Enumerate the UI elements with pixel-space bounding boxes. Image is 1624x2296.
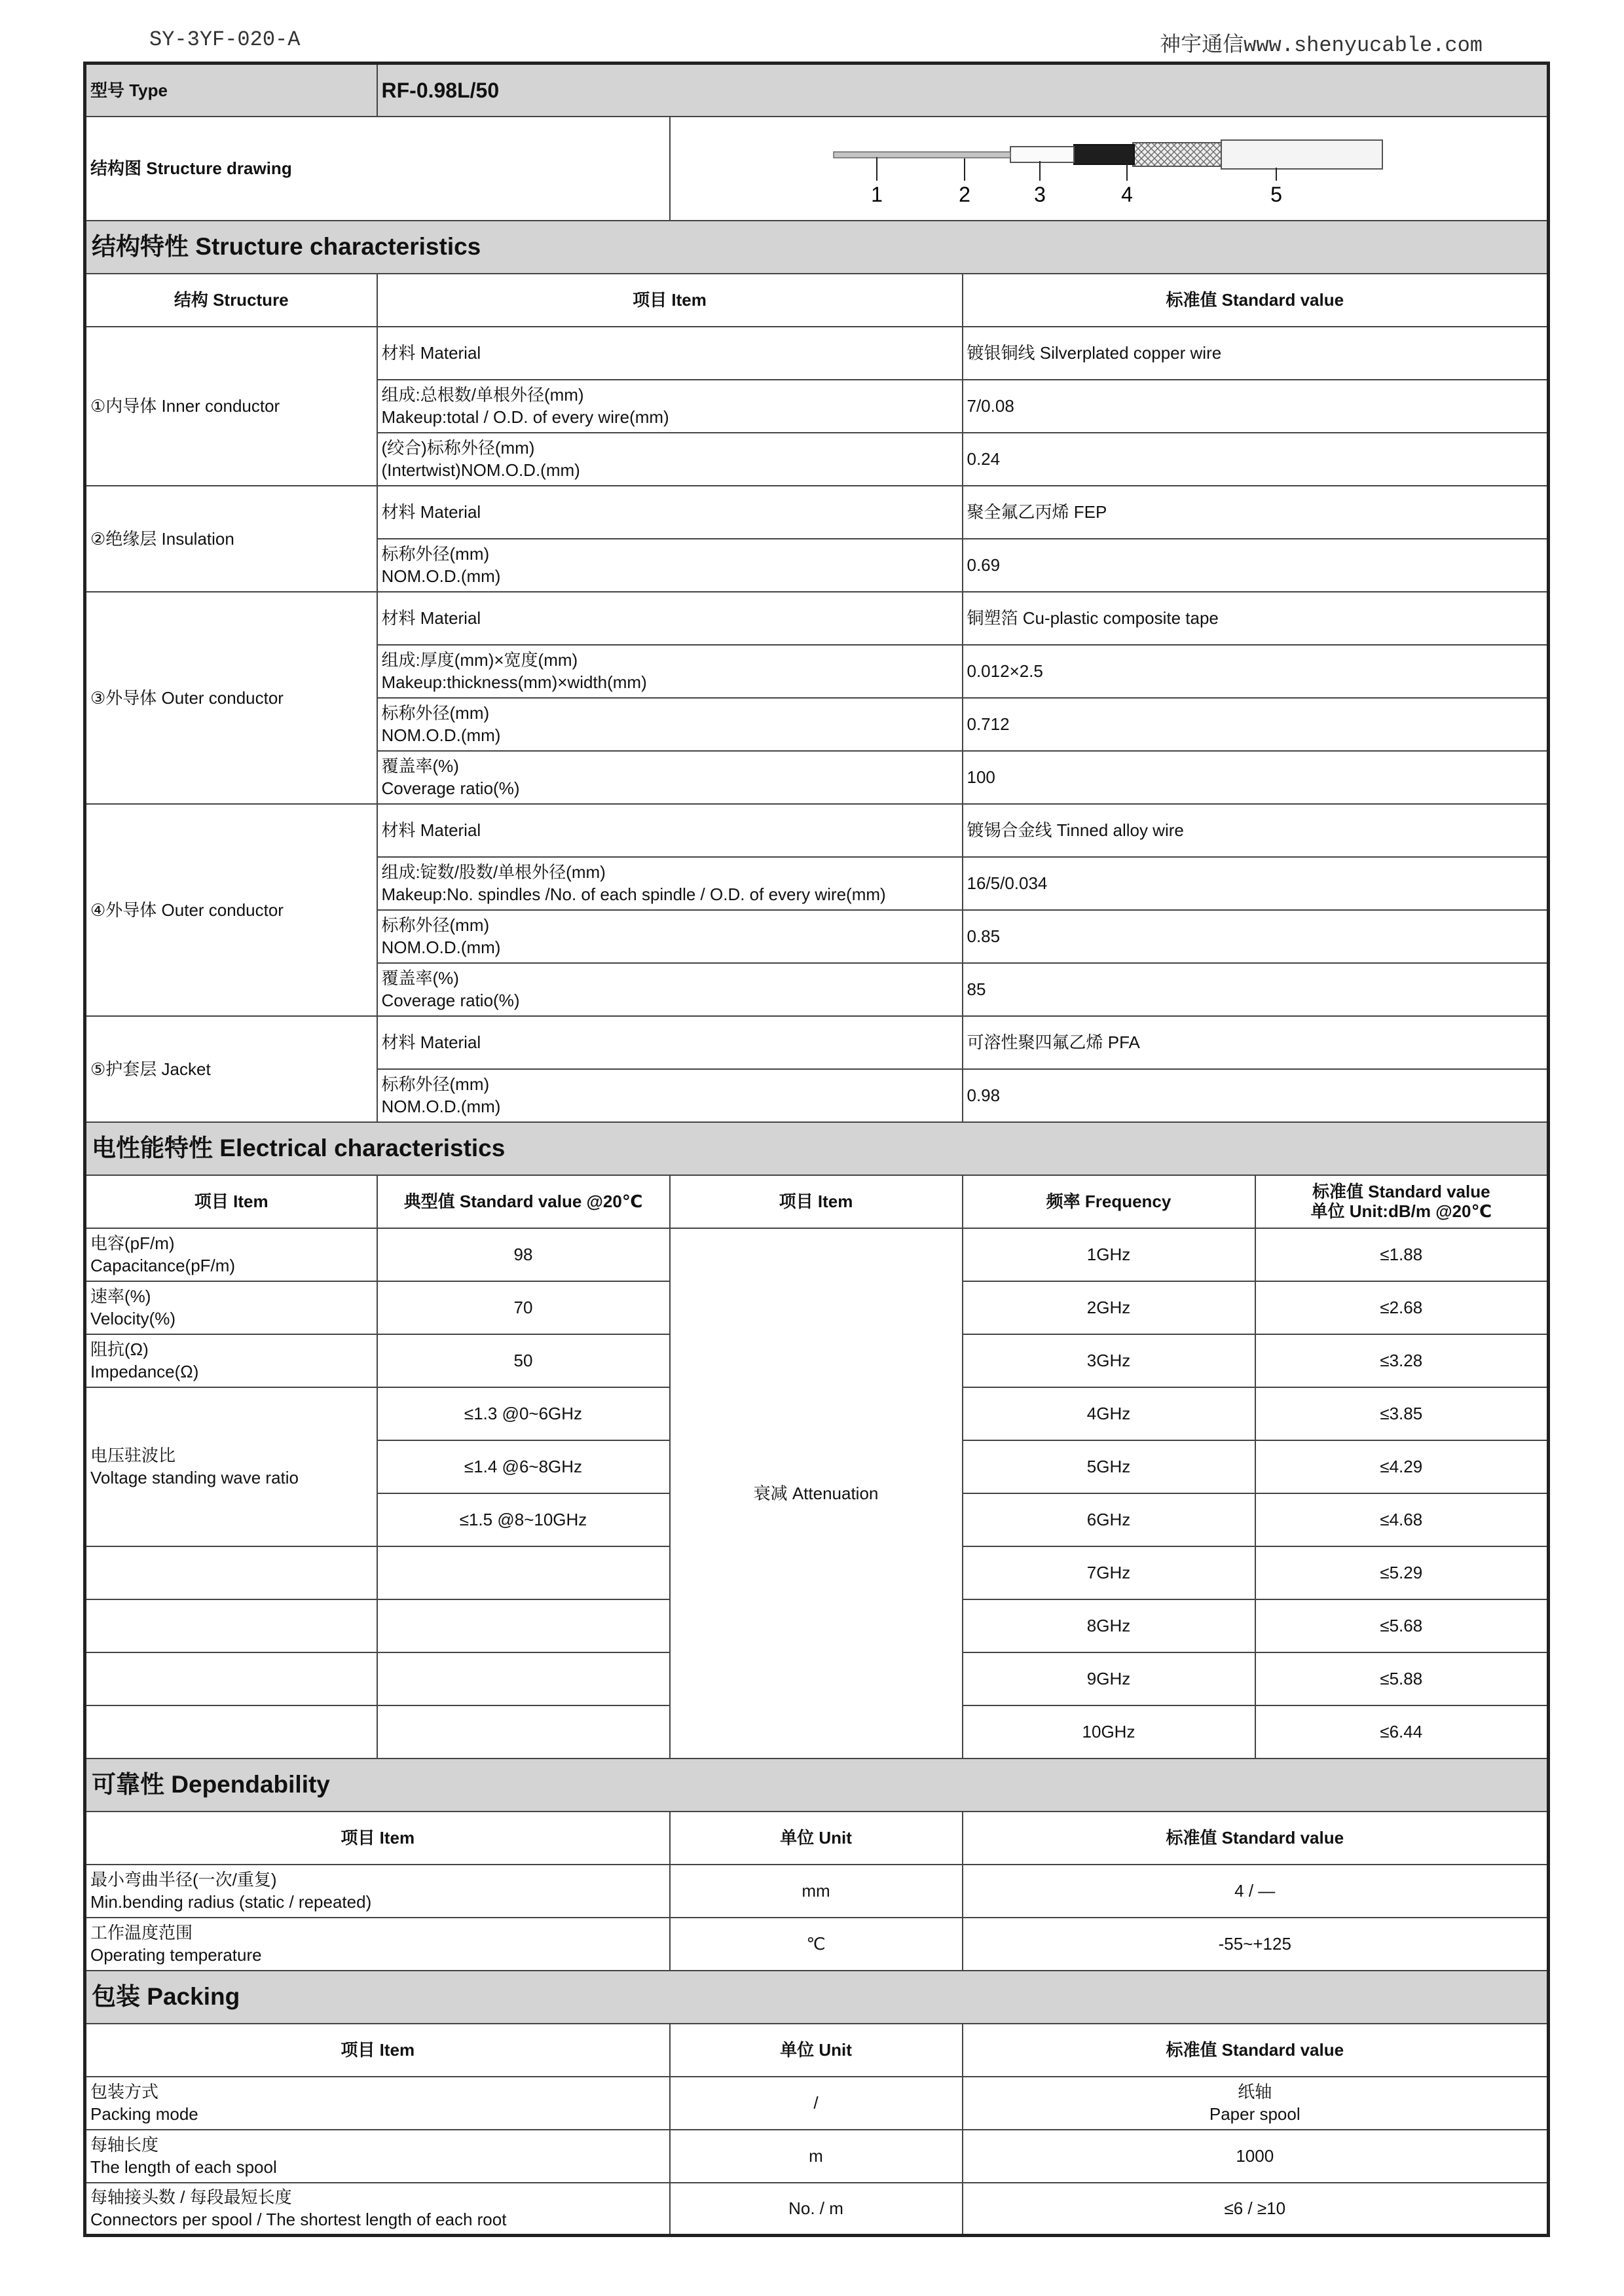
type-label: 型号 Type bbox=[85, 64, 377, 117]
packing-value-line: 1000 bbox=[1236, 2146, 1274, 2166]
structure-item-line: 标称外径(mm) bbox=[381, 915, 490, 935]
attenuation-label: 衰减 Attenuation bbox=[670, 1228, 963, 1758]
attenuation-value: ≤4.29 bbox=[1255, 1440, 1549, 1493]
structure-item bbox=[377, 857, 963, 910]
structure-item-line: (绞合)标称外径(mm) bbox=[381, 438, 535, 458]
packing-value-line: ≤6 / ≥10 bbox=[1224, 2198, 1286, 2219]
packing-item-line: Packing mode bbox=[90, 2104, 198, 2124]
column-header-structure: 结构 Structure bbox=[85, 274, 377, 327]
structure-row bbox=[85, 486, 1549, 539]
column-header-item: 项目 Item bbox=[670, 1175, 963, 1228]
electrical-item-line: 电容(pF/m) bbox=[90, 1233, 175, 1253]
electrical-item-line: Impedance(Ω) bbox=[90, 1362, 199, 1381]
structure-item bbox=[377, 592, 963, 645]
vswr-value: ≤1.3 @0~6GHz bbox=[377, 1387, 670, 1440]
structure-value: 16/5/0.034 bbox=[963, 857, 1549, 910]
attenuation-frequency: 9GHz bbox=[963, 1652, 1255, 1705]
structure-row bbox=[85, 1016, 1549, 1069]
structure-item-line: Makeup:thickness(mm)×width(mm) bbox=[381, 672, 647, 692]
dependability-item bbox=[85, 1865, 670, 1918]
packing-row bbox=[85, 2077, 1549, 2130]
attenuation-frequency: 6GHz bbox=[963, 1493, 1255, 1546]
braid-layer bbox=[1133, 143, 1221, 166]
structure-item-line: 组成:厚度(mm)×宽度(mm) bbox=[381, 650, 578, 670]
document-code: SY-3YF-020-A bbox=[149, 27, 301, 52]
column-header-item: 项目 Item bbox=[85, 1812, 670, 1865]
structure-section-row bbox=[85, 221, 1549, 274]
attenuation-value: ≤2.68 bbox=[1255, 1281, 1549, 1334]
vswr-value: ≤1.5 @8~10GHz bbox=[377, 1493, 670, 1546]
empty-cell bbox=[377, 1599, 670, 1652]
attenuation-frequency: 8GHz bbox=[963, 1599, 1255, 1652]
packing-item-line: 每轴长度 bbox=[90, 2135, 159, 2155]
structure-item-line: Makeup:total / O.D. of every wire(mm) bbox=[381, 407, 669, 427]
attenuation-value: ≤3.85 bbox=[1255, 1387, 1549, 1440]
structure-item bbox=[377, 645, 963, 698]
structure-value: 可溶性聚四氟乙烯 PFA bbox=[963, 1016, 1549, 1069]
column-header-standard-value: 标准值 Standard value bbox=[963, 1812, 1549, 1865]
attenuation-frequency: 7GHz bbox=[963, 1546, 1255, 1599]
empty-cell bbox=[85, 1705, 377, 1758]
structure-item-line: 覆盖率(%) bbox=[381, 756, 459, 776]
structure-item-line: (Intertwist)NOM.O.D.(mm) bbox=[381, 460, 580, 480]
empty-cell bbox=[377, 1546, 670, 1599]
structure-value: 铜塑箔 Cu-plastic composite tape bbox=[963, 592, 1549, 645]
structure-item bbox=[377, 380, 963, 433]
structure-group-name: ④外导体 Outer conductor bbox=[85, 804, 377, 1016]
column-header-item: 项目 Item bbox=[377, 274, 963, 327]
attenuation-value: ≤5.68 bbox=[1255, 1599, 1549, 1652]
structure-drawing-row bbox=[85, 117, 1549, 221]
attenuation-frequency: 10GHz bbox=[963, 1705, 1255, 1758]
packing-unit: No. / m bbox=[670, 2183, 963, 2236]
structure-section-title: 结构特性 Structure characteristics bbox=[85, 221, 1549, 274]
structure-item-line: NOM.O.D.(mm) bbox=[381, 1097, 501, 1116]
attenuation-frequency: 4GHz bbox=[963, 1387, 1255, 1440]
dependability-item-line: Min.bending radius (static / repeated) bbox=[90, 1892, 372, 1912]
structure-item bbox=[377, 1069, 963, 1122]
structure-item bbox=[377, 539, 963, 592]
dependability-row bbox=[85, 1918, 1549, 1971]
electrical-header-row bbox=[85, 1175, 1549, 1228]
header-line: 标准值 Standard value bbox=[1312, 1182, 1490, 1201]
callout-label-4: 4 bbox=[1120, 183, 1133, 206]
packing-unit: / bbox=[670, 2077, 963, 2130]
structure-value: 0.012×2.5 bbox=[963, 645, 1549, 698]
packing-standard-value bbox=[963, 2183, 1549, 2236]
callout-label-1: 1 bbox=[870, 183, 883, 206]
attenuation-value: ≤4.68 bbox=[1255, 1493, 1549, 1546]
structure-value: 7/0.08 bbox=[963, 380, 1549, 433]
jacket-layer bbox=[1221, 140, 1382, 169]
structure-item-line: 标称外径(mm) bbox=[381, 703, 490, 723]
packing-item-line: 包装方式 bbox=[90, 2082, 159, 2102]
inner-conductor bbox=[834, 152, 1010, 158]
packing-item-line: The length of each spool bbox=[90, 2157, 277, 2177]
electrical-item bbox=[85, 1334, 377, 1387]
dependability-value-line: 4 / — bbox=[1234, 1881, 1276, 1901]
dependability-unit: mm bbox=[670, 1865, 963, 1918]
structure-value: 聚全氟乙丙烯 FEP bbox=[963, 486, 1549, 539]
attenuation-frequency: 5GHz bbox=[963, 1440, 1255, 1493]
empty-cell bbox=[377, 1652, 670, 1705]
vswr-item-line: 电压驻波比 bbox=[90, 1446, 176, 1465]
packing-section-row bbox=[85, 1971, 1549, 2024]
structure-item-line: 标称外径(mm) bbox=[381, 1074, 490, 1094]
structure-item-line: 覆盖率(%) bbox=[381, 968, 459, 988]
packing-row bbox=[85, 2183, 1549, 2236]
packing-unit: m bbox=[670, 2130, 963, 2183]
packing-header-row bbox=[85, 2024, 1549, 2077]
structure-drawing-label: 结构图 Structure drawing bbox=[85, 117, 670, 221]
attenuation-value: ≤5.29 bbox=[1255, 1546, 1549, 1599]
structure-row bbox=[85, 327, 1549, 380]
callout-label-3: 3 bbox=[1033, 183, 1046, 206]
packing-item bbox=[85, 2077, 670, 2130]
electrical-item-line: 速率(%) bbox=[90, 1286, 151, 1306]
column-header-typical-value: 典型值 Standard value @20℃ bbox=[377, 1175, 670, 1228]
structure-item-line: Coverage ratio(%) bbox=[381, 778, 520, 798]
dependability-standard-value bbox=[963, 1918, 1549, 1971]
company-website: 神宇通信www.shenyucable.com bbox=[1160, 33, 1483, 58]
electrical-item-line: Capacitance(pF/m) bbox=[90, 1256, 236, 1275]
structure-group-name: ⑤护套层 Jacket bbox=[85, 1016, 377, 1122]
structure-value: 镀银铜线 Silverplated copper wire bbox=[963, 327, 1549, 380]
dependability-item bbox=[85, 1918, 670, 1971]
electrical-item bbox=[85, 1281, 377, 1334]
column-header-standard-value: 标准值 Standard value bbox=[963, 2024, 1549, 2077]
column-header-item: 项目 Item bbox=[85, 2024, 670, 2077]
dependability-unit: ℃ bbox=[670, 1918, 963, 1971]
column-header-unit: 单位 Unit bbox=[670, 2024, 963, 2077]
structure-item bbox=[377, 433, 963, 486]
structure-value: 0.24 bbox=[963, 433, 1549, 486]
vswr-item bbox=[85, 1387, 377, 1546]
structure-item-line: NOM.O.D.(mm) bbox=[381, 938, 501, 957]
electrical-item-line: Velocity(%) bbox=[90, 1309, 176, 1328]
structure-item bbox=[377, 486, 963, 539]
dependability-value-line: -55~+125 bbox=[1218, 1934, 1291, 1954]
electrical-typical-value: 98 bbox=[377, 1228, 670, 1281]
structure-item-line: 组成:总根数/单根外径(mm) bbox=[381, 385, 584, 405]
electrical-item-line: 阻抗(Ω) bbox=[90, 1339, 149, 1359]
dependability-section-row bbox=[85, 1758, 1549, 1812]
structure-item bbox=[377, 1016, 963, 1069]
structure-value: 0.98 bbox=[963, 1069, 1549, 1122]
attenuation-value: ≤5.88 bbox=[1255, 1652, 1549, 1705]
dependability-section-title: 可靠性 Dependability bbox=[85, 1758, 1549, 1812]
structure-value: 100 bbox=[963, 751, 1549, 804]
dependability-standard-value bbox=[963, 1865, 1549, 1918]
packing-item bbox=[85, 2183, 670, 2236]
structure-group-name: ①内导体 Inner conductor bbox=[85, 327, 377, 486]
structure-item-line: 标称外径(mm) bbox=[381, 544, 490, 564]
structure-item-line: Makeup:No. spindles /No. of each spindle / O.D. of every wire(mm) bbox=[381, 884, 886, 904]
empty-cell bbox=[377, 1705, 670, 1758]
packing-standard-value bbox=[963, 2130, 1549, 2183]
electrical-typical-value: 50 bbox=[377, 1334, 670, 1387]
header-line: 单位 Unit:dB/m @20℃ bbox=[1310, 1201, 1492, 1221]
attenuation-frequency: 2GHz bbox=[963, 1281, 1255, 1334]
structure-item-line: 材料 Material bbox=[381, 1032, 481, 1052]
structure-item-line: 材料 Material bbox=[381, 608, 481, 628]
structure-item-line: NOM.O.D.(mm) bbox=[381, 725, 501, 745]
electrical-typical-value: 70 bbox=[377, 1281, 670, 1334]
dependability-item-line: Operating temperature bbox=[90, 1945, 262, 1965]
spec-sheet bbox=[83, 62, 1550, 2237]
dependability-item-line: 工作温度范围 bbox=[90, 1923, 193, 1942]
dependability-header-row bbox=[85, 1812, 1549, 1865]
attenuation-value: ≤6.44 bbox=[1255, 1705, 1549, 1758]
dependability-row bbox=[85, 1865, 1549, 1918]
structure-value: 镀锡合金线 Tinned alloy wire bbox=[963, 804, 1549, 857]
packing-standard-value bbox=[963, 2077, 1549, 2130]
attenuation-value: ≤1.88 bbox=[1255, 1228, 1549, 1281]
structure-value: 85 bbox=[963, 963, 1549, 1016]
structure-item bbox=[377, 963, 963, 1016]
structure-item bbox=[377, 751, 963, 804]
structure-item bbox=[377, 327, 963, 380]
type-row bbox=[85, 64, 1549, 117]
column-header-frequency: 频率 Frequency bbox=[963, 1175, 1255, 1228]
packing-item-line: Connectors per spool / The shortest length of each root bbox=[90, 2210, 507, 2230]
attenuation-frequency: 1GHz bbox=[963, 1228, 1255, 1281]
structure-group-name: ②绝缘层 Insulation bbox=[85, 486, 377, 592]
electrical-section-title: 电性能特性 Electrical characteristics bbox=[85, 1122, 1549, 1175]
packing-item-line: 每轴接头数 / 每段最短长度 bbox=[90, 2187, 292, 2208]
cable-structure-drawing bbox=[814, 126, 1403, 211]
empty-cell bbox=[85, 1599, 377, 1652]
structure-value: 0.85 bbox=[963, 910, 1549, 963]
empty-cell bbox=[85, 1652, 377, 1705]
structure-item-line: 材料 Material bbox=[381, 502, 481, 522]
structure-row bbox=[85, 804, 1549, 857]
empty-cell bbox=[85, 1546, 377, 1599]
structure-header-row bbox=[85, 274, 1549, 327]
tape-layer bbox=[1074, 145, 1134, 164]
column-header-standard-value: 标准值 Standard value bbox=[963, 274, 1549, 327]
structure-item bbox=[377, 804, 963, 857]
column-header-unit: 单位 Unit bbox=[670, 1812, 963, 1865]
electrical-row bbox=[85, 1228, 1549, 1281]
structure-item-line: 材料 Material bbox=[381, 343, 481, 363]
structure-item-line: 材料 Material bbox=[381, 820, 481, 840]
structure-value: 0.69 bbox=[963, 539, 1549, 592]
dependability-item-line: 最小弯曲半径(一次/重复) bbox=[90, 1870, 277, 1889]
attenuation-frequency: 3GHz bbox=[963, 1334, 1255, 1387]
structure-value: 0.712 bbox=[963, 698, 1549, 751]
structure-row bbox=[85, 592, 1549, 645]
callout-label-2: 2 bbox=[958, 183, 970, 206]
electrical-section-row bbox=[85, 1122, 1549, 1175]
packing-section-title: 包装 Packing bbox=[85, 1971, 1549, 2024]
vswr-item-line: Voltage standing wave ratio bbox=[90, 1468, 299, 1487]
structure-item bbox=[377, 698, 963, 751]
packing-value-line: 纸轴 bbox=[1238, 2082, 1272, 2102]
packing-value-line: Paper spool bbox=[1209, 2104, 1301, 2124]
vswr-value: ≤1.4 @6~8GHz bbox=[377, 1440, 670, 1493]
type-value: RF-0.98L/50 bbox=[377, 64, 1549, 117]
attenuation-value: ≤3.28 bbox=[1255, 1334, 1549, 1387]
electrical-item bbox=[85, 1228, 377, 1281]
structure-item-line: 组成:锭数/股数/单根外径(mm) bbox=[381, 862, 606, 882]
structure-item-line: NOM.O.D.(mm) bbox=[381, 566, 501, 586]
spec-sheet-body bbox=[85, 64, 1549, 2236]
structure-item-line: Coverage ratio(%) bbox=[381, 991, 520, 1010]
packing-row bbox=[85, 2130, 1549, 2183]
structure-item bbox=[377, 910, 963, 963]
column-header-attenuation-value bbox=[1255, 1175, 1549, 1228]
column-header-item: 项目 Item bbox=[85, 1175, 377, 1228]
callout-label-5: 5 bbox=[1270, 183, 1282, 206]
structure-drawing-cell bbox=[670, 117, 1549, 221]
packing-item bbox=[85, 2130, 670, 2183]
structure-group-name: ③外导体 Outer conductor bbox=[85, 592, 377, 804]
insulation-layer bbox=[1010, 147, 1074, 162]
